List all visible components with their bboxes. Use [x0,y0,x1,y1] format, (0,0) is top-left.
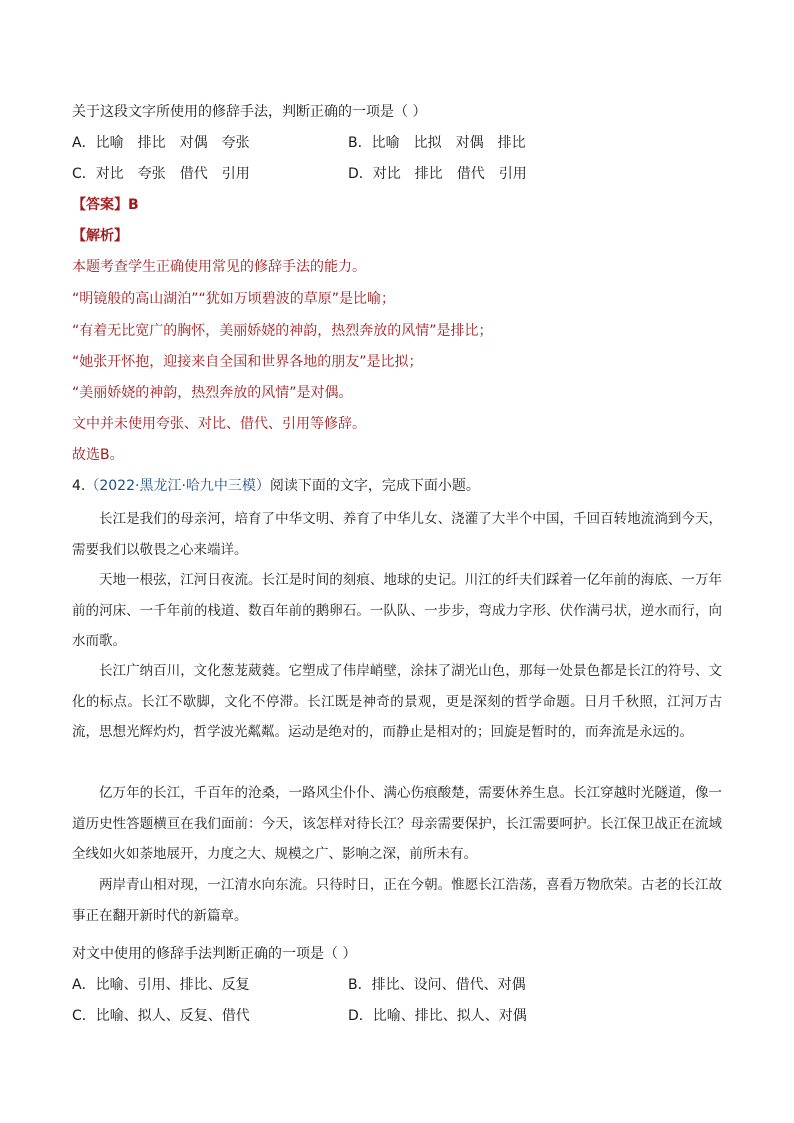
q4-option-c: C．比喻、拟人、反复、借代 [72,1008,250,1024]
q4-number: 4. [72,478,86,494]
q4-option-a: A．比喻、引用、排比、反复 [72,977,250,993]
answer-value: B [128,197,139,213]
passage-paragraph-2: 天地一根弦，江河日夜流。长江是时间的刻痕、地球的史记。川江的纤夫们踩着一亿年前的海底、一万年前的河床、一千年前的栈道、数百年前的鹅卵石。一队队、一步步，弯成力字形、伏作满弓状，逆水而行，向水而歌。 [72,572,722,649]
q3-stem: 关于这段文字所使用的修辞手法，判断正确的一项是（ ） [72,104,427,120]
analysis-line: “明镜般的高山湖泊”“犹如万顷碧波的草原”是比喻； [72,291,396,307]
passage-paragraph-4: 亿万年的长江，千百年的沧桑，一路风尘仆仆、满心伤痕酸楚，需要休养生息。长江穿越时光隧道，像一道历史性答题横亘在我们面前：今天，该怎样对待长江？母亲需要保护，长江需要呵护。长江保卫战正在流域全线如火如荼地展开，力度之大、规模之广、影响之深，前所未有。 [72,785,722,862]
passage-paragraph-1: 长江是我们的母亲河，培育了中华文明、养育了中华儿女、浇灌了大半个中国，千回百转地流淌到今天，需要我们以敬畏之心来端详。 [72,511,722,558]
analysis-line: “美丽娇娆的神韵，热烈奔放的风情”是对偶。 [72,385,353,401]
q3-option-c: C．对比 夸张 借代 引用 [72,166,250,182]
passage-paragraph-5: 两岸青山相对现，一江清水向东流。只待时日，正在今朝。惟愿长江浩荡，喜看万物欣荣。古老的长江故事正在翻开新时代的新篇章。 [72,877,722,924]
analysis-line: “她张开怀抱，迎接来自全国和世界各地的朋友”是比拟； [72,354,423,370]
q3-option-d: D．对比 排比 借代 引用 [348,166,527,182]
q4-option-d: D．比喻、排比、拟人、对偶 [348,1008,527,1024]
q3-option-a: A．比喻 排比 对偶 夸张 [72,135,250,151]
analysis-line: “有着无比宽广的胸怀，美丽娇娆的神韵，热烈奔放的风情”是排比； [72,323,493,339]
q4-stem: 对文中使用的修辞手法判断正确的一项是（ ） [72,946,357,962]
q4-source: （2022·黑龙江·哈九中三模） [85,478,270,494]
q4-heading [72,476,480,496]
analysis-line: 本题考查学生正确使用常见的修辞手法的能力。 [72,259,366,275]
analysis-line: 文中并未使用夸张、对比、借代、引用等修辞。 [72,416,366,432]
analysis-line: 故选B。 [72,447,124,463]
answer-line [72,195,139,215]
q4-intro: 阅读下面的文字，完成下面小题。 [269,478,480,494]
q3-option-b: B．比喻 比拟 对偶 排比 [348,135,526,151]
passage-paragraph-3: 长江广纳百川，文化葱茏葳蕤。它塑成了伟岸峭壁，涂抹了湖光山色，那每一处景色都是长江的符号、文化的标点。长江不歇脚，文化不停滞。长江既是神奇的景观，更是深刻的哲学命题。日月千秋照，江河万古流，思想光辉灼灼，哲学波光粼粼。运动是绝对的，而静止是相对的；回旋是暂时的，而奔流是永远的。 [72,663,722,740]
q4-option-b: B．排比、设问、借代、对偶 [348,977,526,993]
analysis-label: 【解析】 [72,228,128,244]
answer-label: 【答案】 [72,197,128,213]
